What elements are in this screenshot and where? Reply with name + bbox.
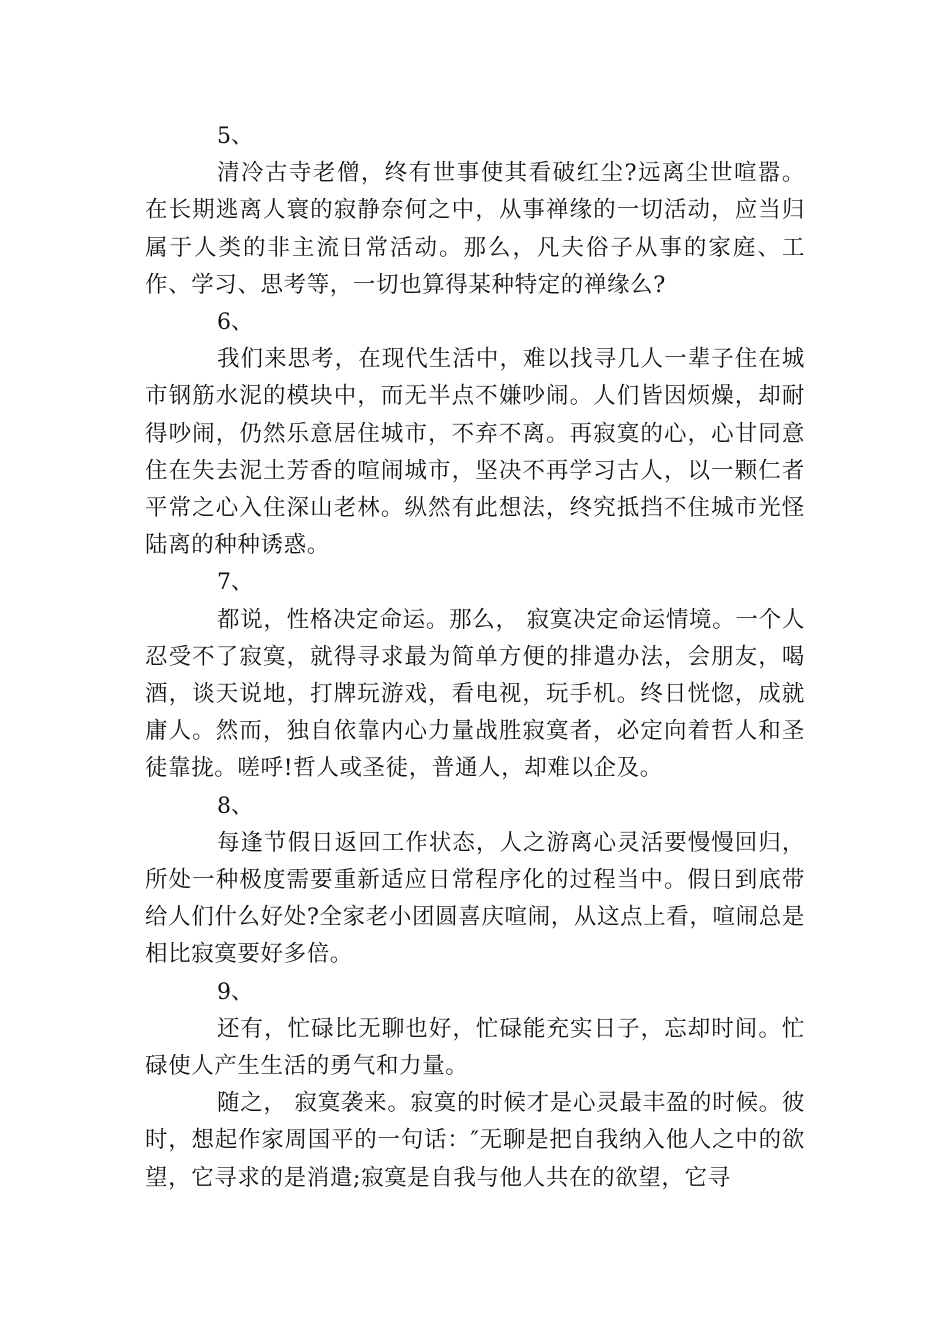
paragraph-7: 都说，性格决定命运。那么， 寂寞决定命运情境。一个人忍受不了寂寞，就得寻求最为简单方便的排遣办法，会朋友，喝酒，谈天说地，打牌玩游戏，看电视，玩手机。终日恍惚，成就庸人。然而，独自依靠内心力量战胜寂寞者，必定向着哲人和圣徒靠拢。嗟呼!哲人或圣徒，普通人，却难以企及。	[145, 606, 805, 782]
section-number-7: 7、	[217, 570, 253, 596]
paragraph-6: 我们来思考，在现代生活中，难以找寻几人一辈子住在城市钢筋水泥的模块中，而无半点不嫌吵闹。人们皆因烦燥，却耐得吵闹，仍然乐意居住城市，不弃不离。再寂寞的心，心甘同意住在失去泥土芳香的喧闹城市，坚决不再学习古人，以一颗仁者平常之心入住深山老林。纵然有此想法，终究抵挡不住城市光怪陆离的种种诱惑。	[145, 346, 805, 559]
paragraph-9b: 随之， 寂寞袭来。寂寞的时候才是心灵最丰盈的时候。彼时，想起作家周国平的一句话：″无聊是把自我纳入他人之中的欲望，它寻求的是消遣;寂寞是自我与他人共在的欲望，它寻	[145, 1090, 805, 1191]
paragraph-9a: 还有，忙碌比无聊也好，忙碌能充实日子，忘却时间。忙碌使人产生生活的勇气和力量。	[145, 1015, 805, 1080]
section-number-8: 8、	[217, 793, 253, 819]
paragraph-8: 每逢节假日返回工作状态，人之游离心灵活要慢慢回归，所处一种极度需要重新适应日常程序化的过程当中。假日到底带给人们什么好处?全家老小团圆喜庆喧闹，从这点上看，喧闹总是相比寂寞要好多倍。	[145, 829, 805, 968]
section-number-6: 6、	[217, 310, 253, 336]
section-number-5: 5、	[217, 124, 253, 149]
section-number-9: 9、	[217, 979, 253, 1005]
paragraph-5: 清冷古寺老僧，终有世事使其看破红尘?远离尘世喧嚣。在长期逃离人寰的寂静奈何之中，从事禅缘的一切活动，应当归属于人类的非主流日常活动。那么，凡夫俗子从事的家庭、工作、学习、思考等，一切也算得某种特定的禅缘么?	[145, 160, 805, 298]
document-body	[145, 118, 805, 1197]
